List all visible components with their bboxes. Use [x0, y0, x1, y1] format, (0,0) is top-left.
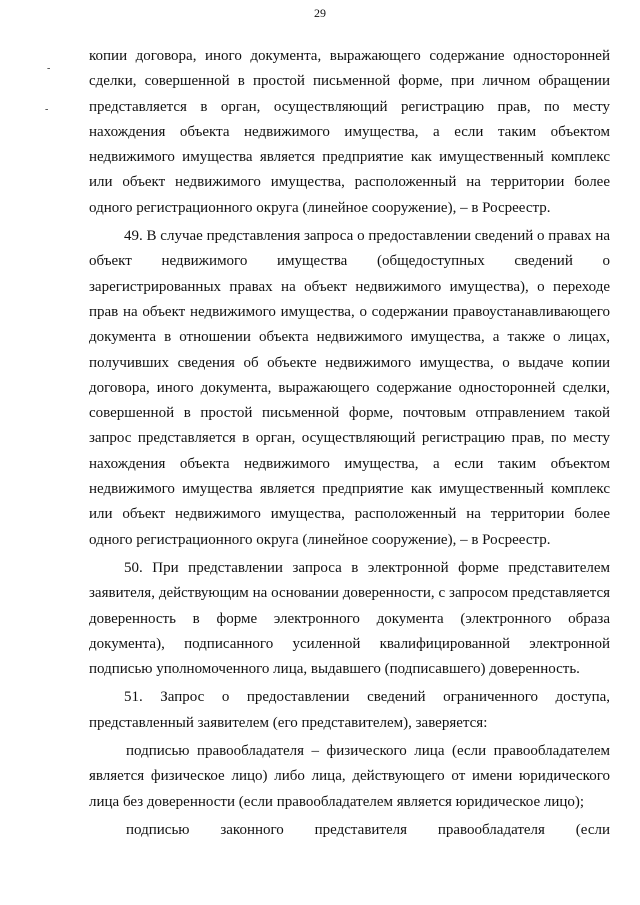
- paragraph-continuation: копии договора, иного документа, выражающего содержание односторонней сделки, совершенной в простой письменной форме, при личном обращении представляется в орган, осуществляющий регистрацию прав, по месту нахождения объекта недвижимого имущества, а если таким объектом недвижимого имущества является предприятие как имущественный комплекс или объект недвижимого имущества, расположенный на территории более одного регистрационного округа (линейное сооружение), – в Росреестр.: [89, 48, 610, 216]
- paragraph-50: 50. При представлении запроса в электронной форме представителем заявителя, действующим на основании доверенности, с запросом представляется доверенность в форме электронного документа (электронного образа документа), подписанного усиленной квалифицированной электронной подписью уполномоченного лица, выдавшего (подписавшего) доверенность.: [89, 559, 610, 678]
- document-body: [89, 44, 610, 843]
- margin-mark: -: [45, 104, 49, 115]
- paragraph-item-signature-representative: подписью законного представителя правообладателя (если: [126, 821, 610, 838]
- paragraph-51: 51. Запрос о предоставлении сведений ограниченного доступа, представленный заявителем (его представителем), заверяется:: [89, 689, 610, 731]
- paragraph-item-signature-owner: подписью правообладателя – физического лица (если правообладателем является физическое лицо) либо лица, действующего от имени юридического лица без доверенности (если правообладателем является юридическое лицо);: [89, 743, 610, 810]
- margin-mark: -: [47, 63, 51, 74]
- paragraph-49: 49. В случае представления запроса о предоставлении сведений о правах на объект недвижимого имущества (общедоступных сведений о зарегистрированных правах на объект недвижимого имущества), о переходе прав на объект недвижимого имущества, о содержании правоустанавливающего документа в отношении объекта недвижимого имущества, а также о лицах, получивших сведения об объекте недвижимого имущества, о выдаче копии договора, иного документа, выражающего содержание односторонней сделки, совершенной в простой письменной форме, почтовым отправлением такой запрос представляется в орган, осуществляющий регистрацию прав, по месту нахождения объекта недвижимого имущества, а если таким объектом недвижимого имущества является предприятие как имущественный комплекс или объект недвижимого имущества, расположенный на территории более одного регистрационного округа (линейное сооружение), – в Росреестр.: [89, 228, 610, 548]
- page-number: 29: [314, 6, 326, 20]
